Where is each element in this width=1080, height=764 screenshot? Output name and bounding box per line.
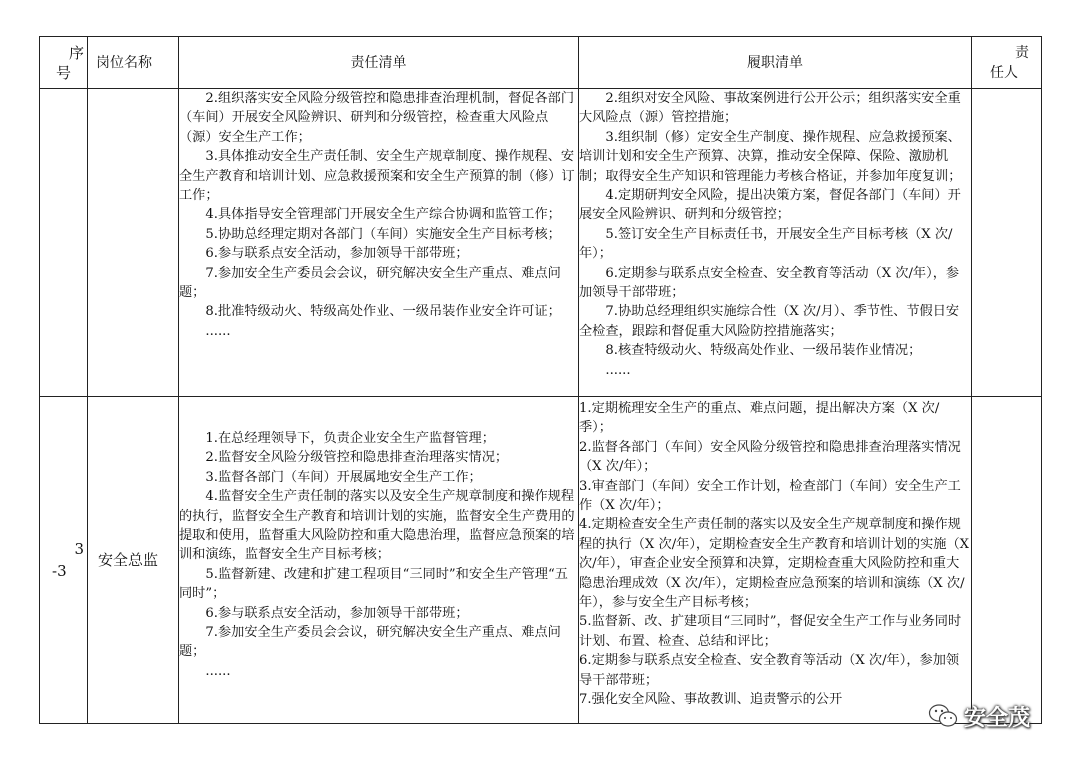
responsibility-item: 6.参与联系点安全活动，参加领导干部带班； (205, 246, 469, 262)
performance-item: 4.定期研判安全风险，提出决策方案，督促各部门（车间）开展安全风险辨识、研判和分级管控； (579, 188, 961, 223)
header-serial-top: 序 (68, 44, 84, 62)
responsibility-item: 5.协助总经理定期对各部门（车间）实施安全生产目标考核； (205, 226, 561, 242)
cell-performance (579, 89, 972, 397)
performance-item: 1.定期梳理安全生产的重点、难点问题，提出解决方案（X 次/季）； (579, 401, 940, 436)
performance-item: 8.核查特级动火、特级高处作业、一级吊装作业情况； (605, 343, 922, 359)
responsibility-item: 8.批准特级动火、特级高处作业、一级吊装作业安全许可证； (205, 304, 561, 320)
cell-serial-number (40, 89, 88, 397)
responsibility-item: 4.具体指导安全管理部门开展安全生产综合协调和监管工作； (205, 207, 561, 223)
responsibility-table (39, 36, 1042, 724)
responsibility-item: ...... (205, 323, 231, 339)
cell-position-name (88, 89, 179, 397)
header-position-name: 岗位名称 (88, 37, 179, 89)
responsibility-item: ...... (205, 663, 231, 679)
performance-item: 4.定期检查安全生产责任制的落实以及安全生产规章制度和操作规程的执行（X 次/年），定期检查安全生产教育和培训计划的实施（X 次/年），审查企业安全预算和决算，定期检查重大风险防控和重大隐患治理成效（X 次/年），定期检查应急预案的培训和演练（X 次/年），参与安全生产目标考核； (579, 517, 970, 611)
performance-item: 6.定期参与联系点安全检查、安全教育等活动（X 次/年），参加领导干部带班； (579, 653, 960, 688)
header-responsible-person (972, 37, 1042, 89)
cell-performance (579, 397, 972, 724)
cell-position-name (88, 397, 179, 724)
header-serial-number (40, 37, 88, 89)
performance-item: 5.签订安全生产目标责任书，开展安全生产目标考核（X 次/年）； (579, 226, 953, 262)
responsibility-item: 1.在总经理领导下，负责企业安全生产监督管理； (205, 431, 495, 446)
responsibility-item: 7.参加安全生产委员会会议，研究解决安全生产重点、难点问题； (179, 265, 561, 301)
responsibility-item: 2.监督安全风险分级管控和隐患排查治理落实情况； (205, 450, 509, 466)
performance-item: 3.组织制（修）定安全生产制度、操作规程、应急救援预案、培训计划和安全生产预算、决算，推动安全保障、保险、激励机制；取得安全生产知识和管理能力考核合格证，并参加年度复训； (579, 129, 962, 184)
performance-item: 3.审查部门（车间）安全工作计划，检查部门（车间）安全生产工作（X 次/年）； (579, 478, 961, 514)
responsibility-item: 5.监督新建、改建和扩建工程项目“三同时”和安全生产管理“五同时”； (179, 566, 568, 602)
watermark (928, 698, 1030, 734)
table-header-row (40, 37, 1042, 89)
performance-item: 5.监督新、改、扩建项目“三同时”，督促安全生产工作与业务同时计划、布置、检查、总结和评比； (579, 614, 962, 649)
responsibility-item: 7.参加安全生产委员会会议，研究解决安全生产重点、难点问题； (179, 625, 561, 660)
header-serial-bottom: 号 (56, 64, 72, 82)
cell-responsibilities (179, 89, 579, 397)
header-person-bottom: 任人 (990, 64, 1018, 81)
watermark-text: 安全茂 (964, 705, 1031, 731)
table-row (40, 89, 1042, 397)
wechat-icon (928, 703, 958, 729)
serial-number-bottom: -3 (52, 562, 67, 580)
performance-item: 7.强化安全风险、事故教训、追责警示的公开 (579, 692, 843, 708)
performance-item: 2.监督各部门（车间）安全风险分级管控和隐患排查治理落实情况（X 次/年）； (579, 439, 961, 475)
cell-responsibilities (179, 397, 579, 724)
header-responsibility-list: 责任清单 (179, 37, 579, 89)
cell-serial-number (40, 397, 88, 724)
serial-number-top: 3 (74, 540, 84, 558)
responsibility-item: 3.监督各部门（车间）开展属地安全生产工作； (205, 469, 482, 485)
responsibility-item: 2.组织落实安全风险分级管控和隐患排查治理机制，督促各部门（车间）开展安全风险辨识、研判和分级管控，检查重大风险点（源）安全生产工作； (179, 91, 575, 145)
table-row (40, 397, 1042, 724)
header-performance-list: 履职清单 (579, 37, 972, 89)
performance-item: 6.定期参与联系点安全检查、安全教育等活动（X 次/年），参加领导干部带班； (579, 265, 960, 301)
performance-item: ...... (605, 362, 631, 378)
performance-item: 7.协助总经理组织实施综合性（X 次/月）、季节性、节假日安全检查，跟踪和督促重大风险防控措施落实； (579, 304, 960, 339)
position-name: 安全总监 (98, 551, 159, 569)
responsibility-item: 3.具体推动安全生产责任制、安全生产规章制度、操作规程、安全生产教育和培训计划、应急救援预案和安全生产预算的制（修）订工作； (179, 149, 575, 204)
responsibility-item: 6.参与联系点安全活动，参加领导干部带班； (205, 605, 469, 621)
header-person-top: 责 (1015, 44, 1029, 61)
cell-responsible-person (972, 89, 1042, 397)
cell-responsible-person (972, 397, 1042, 724)
responsibility-item: 4.监督安全生产责任制的落实以及安全生产规章制度和操作规程的执行，监督安全生产教育和培训计划的实施，监督安全生产费用的提取和使用，监督重大风险防控和重大隐患治理，监督应急预案的培训和演练，监督安全生产目标考核； (179, 489, 575, 563)
performance-item: 2.组织对安全风险、事故案例进行公开公示；组织落实安全重大风险点（源）管控措施； (579, 91, 961, 126)
